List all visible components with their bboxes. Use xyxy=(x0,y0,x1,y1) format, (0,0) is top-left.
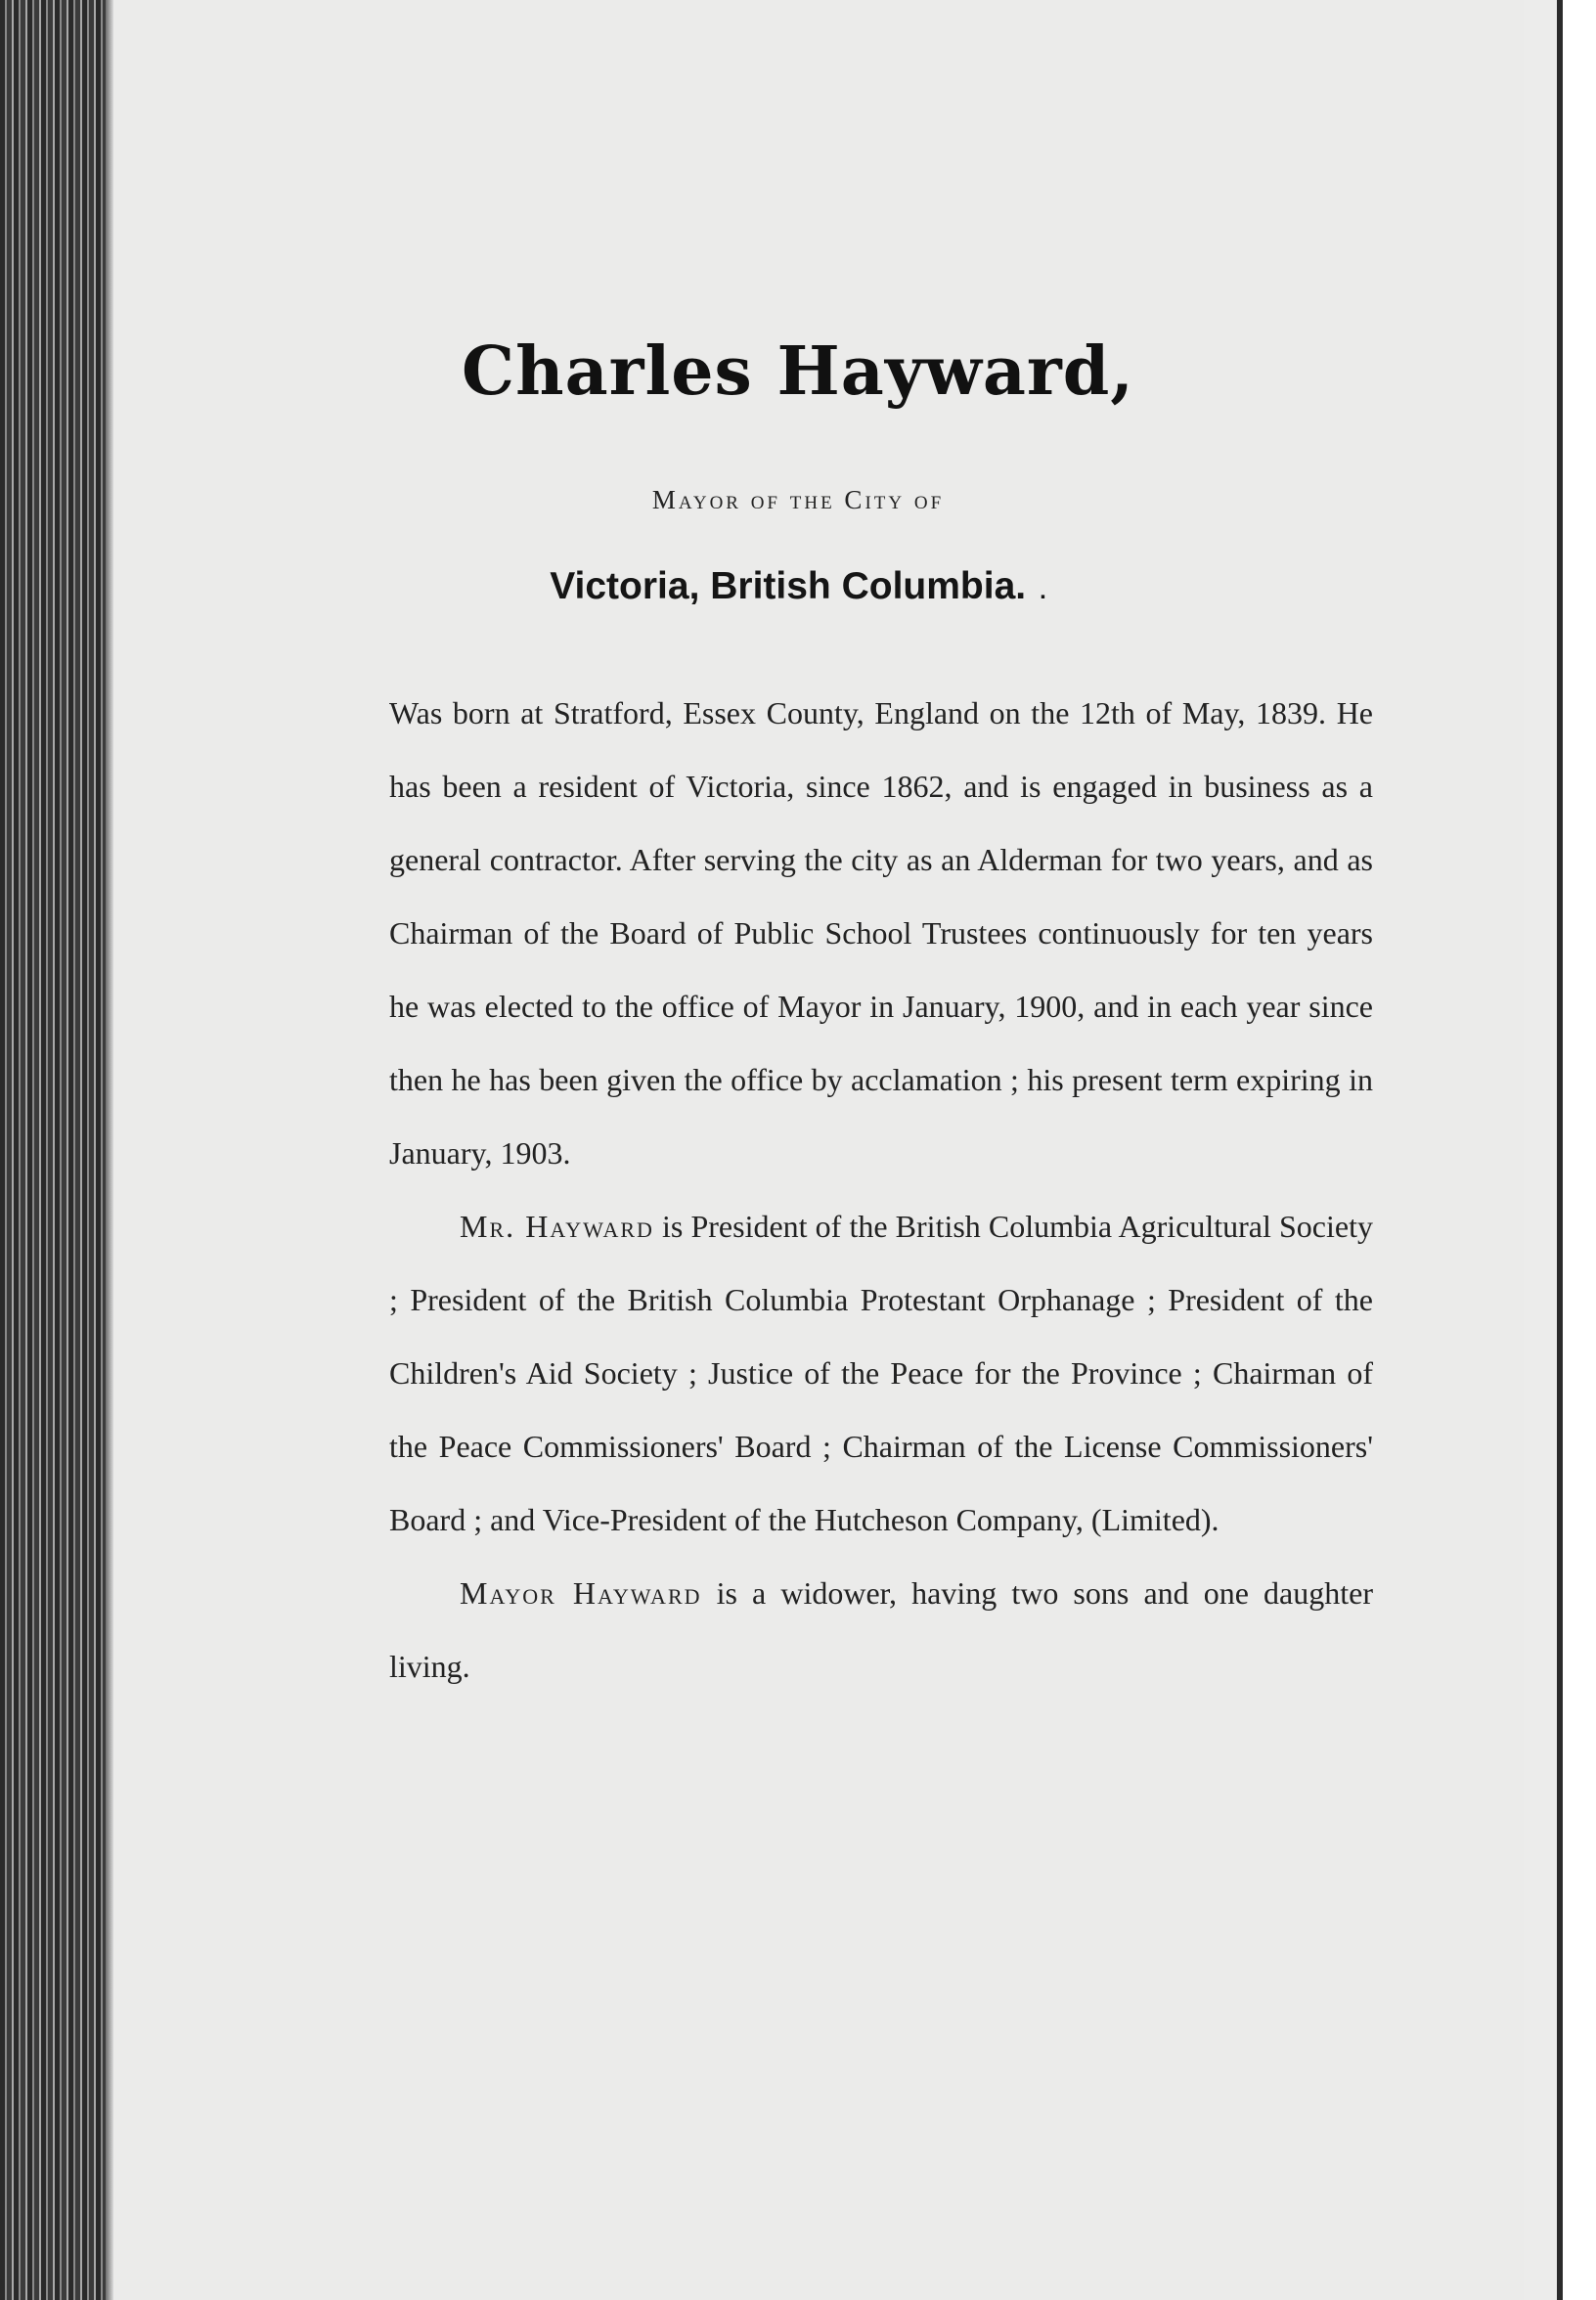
paragraph-offices-lead: Mr. Hayward xyxy=(460,1209,654,1244)
paragraph-birth: Was born at Stratford, Essex County, England on the 12th of May, 1839. He has been a resident of Victoria, since 1862, and is engaged in business as a general contractor. After serving the city as an Alderman for two years, and as Chairman of the Board of Public School Trustees continuously for ten years he was elected to the office of Mayor in January, 1900, and in each year since then he has been given the office by acclamation ; his present term expiring in January, 1903. xyxy=(389,695,1373,1171)
city-mark: . xyxy=(1040,578,1046,604)
paragraph-family-text: is a widower, having two sons and one daughter living. xyxy=(389,1575,1373,1684)
city-name: Victoria, British Columbia. xyxy=(550,565,1027,607)
paragraph-offices-text: is President of the British Columbia Agricultural Society ; President of the British Columbia Protestant Orphanage ; President of the Children's Aid Society ; Justice of the Peace for the Province ; Chairman of the Peace Commissioners' Board ; Chairman of the License Commissioners' Board ; and Vice-President of the Hutcheson Company, (Limited). xyxy=(389,1209,1373,1537)
page-title: Charles Hayward, xyxy=(462,332,1134,411)
paragraph-offices xyxy=(389,1190,1373,1557)
paragraph-family xyxy=(389,1557,1373,1703)
paragraph-family-lead: Mayor Hayward xyxy=(460,1575,702,1611)
city-heading xyxy=(0,565,1596,608)
page-subtitle: Mayor of the City of xyxy=(651,485,945,514)
biography-text xyxy=(389,677,1373,1703)
